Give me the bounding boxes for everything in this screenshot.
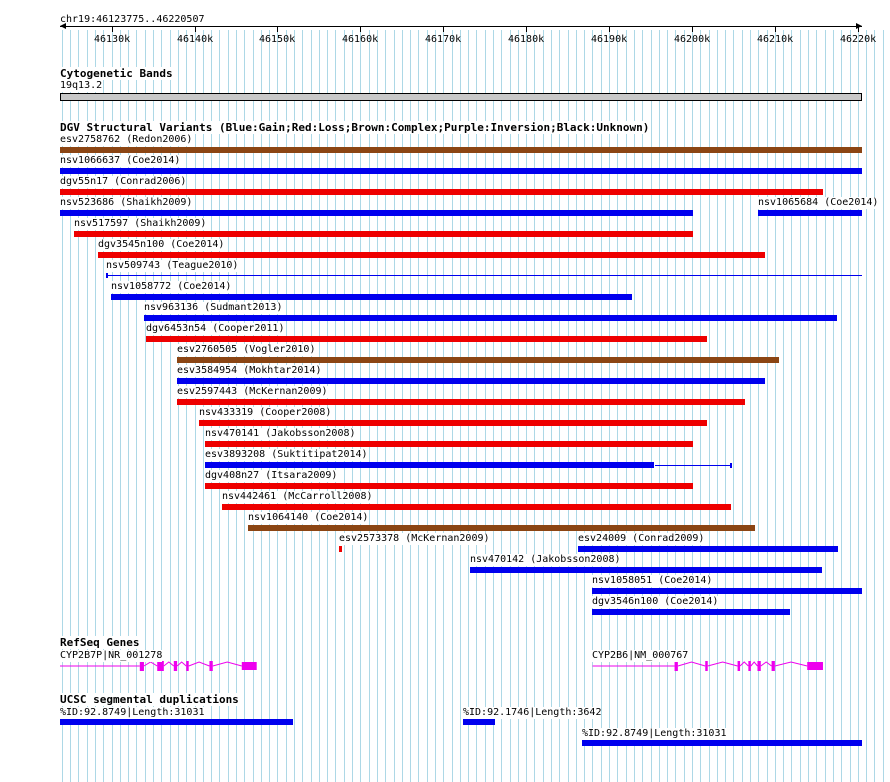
- ruler-tick-label: 46160k: [342, 34, 379, 45]
- segdup-bar[interactable]: [60, 719, 293, 725]
- dgv-variant-bar[interactable]: [592, 588, 862, 594]
- ruler-tick-label: 46200k: [674, 34, 711, 45]
- refseq-intron: [740, 662, 748, 666]
- refseq-gene-label: CYP2B6|NM_000767: [592, 650, 689, 661]
- refseq-exon[interactable]: [705, 661, 707, 671]
- dgv-variant-bar[interactable]: [758, 210, 862, 216]
- ruler-tick-label: 46170k: [425, 34, 462, 45]
- refseq-exon[interactable]: [807, 662, 823, 670]
- dgv-variant-label: esv2573378 (McKernan2009): [339, 533, 490, 544]
- cytoband-track-title: Cytogenetic Bands: [60, 67, 173, 80]
- dgv-variant-label: esv2758762 (Redon2006): [60, 134, 193, 145]
- refseq-gene-label: CYP2B7P|NR_001278: [60, 650, 163, 661]
- refseq-exon[interactable]: [209, 661, 212, 671]
- refseq-intron: [775, 662, 807, 666]
- dgv-variant-label: esv3584954 (Mokhtar2014): [177, 365, 322, 376]
- refseq-intron: [189, 662, 210, 666]
- dgv-variant-label: esv2597443 (McKernan2009): [177, 386, 328, 397]
- dgv-variant-label: nsv1064140 (Coe2014): [248, 512, 369, 523]
- refseq-exon[interactable]: [157, 661, 164, 671]
- ruler-tick-label: 46150k: [259, 34, 296, 45]
- dgv-variant-bar[interactable]: [177, 378, 765, 384]
- dgv-variant-bar[interactable]: [60, 210, 693, 216]
- ruler-tick-label: 46190k: [591, 34, 628, 45]
- dgv-variant-bar[interactable]: [60, 168, 862, 174]
- dgv-variant-bar[interactable]: [106, 275, 862, 276]
- ruler-tick-label: 46180k: [508, 34, 545, 45]
- dgv-variant-bar[interactable]: [199, 420, 707, 426]
- refseq-exon[interactable]: [748, 661, 750, 671]
- segdup-track-title: UCSC segmental duplications: [60, 693, 239, 706]
- dgv-variant-bar[interactable]: [60, 147, 862, 153]
- dgv-variant-label: dgv6453n54 (Cooper2011): [146, 323, 285, 334]
- ruler-tick-label: 46220k: [840, 34, 877, 45]
- dgv-variant-tail: [655, 465, 730, 466]
- dgv-variant-cap: [730, 463, 732, 468]
- dgv-variant-bar[interactable]: [98, 252, 765, 258]
- dgv-variant-bar[interactable]: [146, 336, 707, 342]
- refseq-track-title: RefSeq Genes: [60, 636, 140, 649]
- dgv-track-title: DGV Structural Variants (Blue:Gain;Red:Loss;Brown:Complex;Purple:Inversion;Black:Unknown): [60, 121, 650, 134]
- dgv-variant-bar[interactable]: [339, 546, 342, 552]
- dgv-variant-label: nsv470142 (Jakobsson2008): [470, 554, 621, 565]
- refseq-intron: [708, 662, 738, 666]
- refseq-exon[interactable]: [675, 661, 678, 671]
- refseq-intron: [144, 662, 157, 666]
- dgv-variant-label: nsv509743 (Teague2010): [106, 260, 239, 271]
- dgv-variant-bar[interactable]: [248, 525, 755, 531]
- dgv-variant-label: nsv1065684 (Coe2014): [758, 197, 879, 208]
- dgv-variant-label: dgv55n17 (Conrad2006): [60, 176, 187, 187]
- refseq-exon[interactable]: [140, 661, 144, 671]
- cytoband-bar[interactable]: [60, 93, 862, 101]
- segdup-bar[interactable]: [582, 740, 862, 746]
- refseq-intron: [164, 662, 174, 666]
- dgv-variant-label: nsv1066637 (Coe2014): [60, 155, 181, 166]
- dgv-variant-label: esv24009 (Conrad2009): [578, 533, 705, 544]
- cytoband-label: 19q13.2: [60, 80, 103, 91]
- refseq-intron: [751, 662, 758, 666]
- refseq-exon[interactable]: [242, 662, 257, 670]
- refseq-intron: [678, 662, 705, 666]
- dgv-variant-label: nsv442461 (McCarroll2008): [222, 491, 373, 502]
- segdup-label: %ID:92.8749|Length:31031: [582, 728, 727, 739]
- dgv-variant-label: nsv523686 (Shaikh2009): [60, 197, 193, 208]
- dgv-variant-bar[interactable]: [205, 441, 693, 447]
- dgv-variant-bar[interactable]: [60, 189, 823, 195]
- dgv-variant-label: nsv433319 (Cooper2008): [199, 407, 332, 418]
- refseq-exon[interactable]: [186, 661, 188, 671]
- dgv-variant-bar[interactable]: [111, 294, 632, 300]
- dgv-variant-label: nsv1058051 (Coe2014): [592, 575, 713, 586]
- refseq-intron: [761, 662, 772, 666]
- dgv-variant-label: esv3893208 (Suktitipat2014): [205, 449, 368, 460]
- dgv-variant-label: nsv1058772 (Coe2014): [111, 281, 232, 292]
- dgv-variant-bar[interactable]: [470, 567, 822, 573]
- dgv-variant-label: dgv408n27 (Itsara2009): [205, 470, 338, 481]
- ruler-tick-label: 46210k: [757, 34, 794, 45]
- dgv-variant-label: nsv963136 (Sudmant2013): [144, 302, 283, 313]
- segdup-label: %ID:92.8749|Length:31031: [60, 707, 205, 718]
- dgv-variant-bar[interactable]: [144, 315, 837, 321]
- dgv-variant-bar[interactable]: [205, 483, 693, 489]
- dgv-variant-bar[interactable]: [592, 609, 790, 615]
- dgv-variant-bar[interactable]: [205, 462, 654, 468]
- dgv-variant-bar[interactable]: [578, 546, 838, 552]
- segdup-bar[interactable]: [463, 719, 495, 725]
- refseq-exon[interactable]: [174, 661, 177, 671]
- dgv-variant-bar[interactable]: [177, 357, 779, 363]
- refseq-exon[interactable]: [738, 661, 740, 671]
- refseq-intron: [177, 662, 186, 666]
- dgv-variant-label: nsv470141 (Jakobsson2008): [205, 428, 356, 439]
- refseq-exon[interactable]: [772, 661, 775, 671]
- ruler-tick-label: 46140k: [177, 34, 214, 45]
- segdup-label: %ID:92.1746|Length:3642: [463, 707, 602, 718]
- dgv-variant-bar[interactable]: [222, 504, 731, 510]
- dgv-variant-label: dgv3545n100 (Coe2014): [98, 239, 225, 250]
- refseq-intron: [213, 662, 242, 666]
- dgv-variant-label: nsv517597 (Shaikh2009): [74, 218, 207, 229]
- range-label: chr19:46123775..46220507: [60, 14, 205, 25]
- refseq-exon[interactable]: [757, 661, 760, 671]
- dgv-variant-label: dgv3546n100 (Coe2014): [592, 596, 719, 607]
- dgv-variant-bar[interactable]: [74, 231, 693, 237]
- ruler-tick-label: 46130k: [94, 34, 131, 45]
- dgv-variant-label: esv2760505 (Vogler2010): [177, 344, 316, 355]
- dgv-variant-bar[interactable]: [177, 399, 745, 405]
